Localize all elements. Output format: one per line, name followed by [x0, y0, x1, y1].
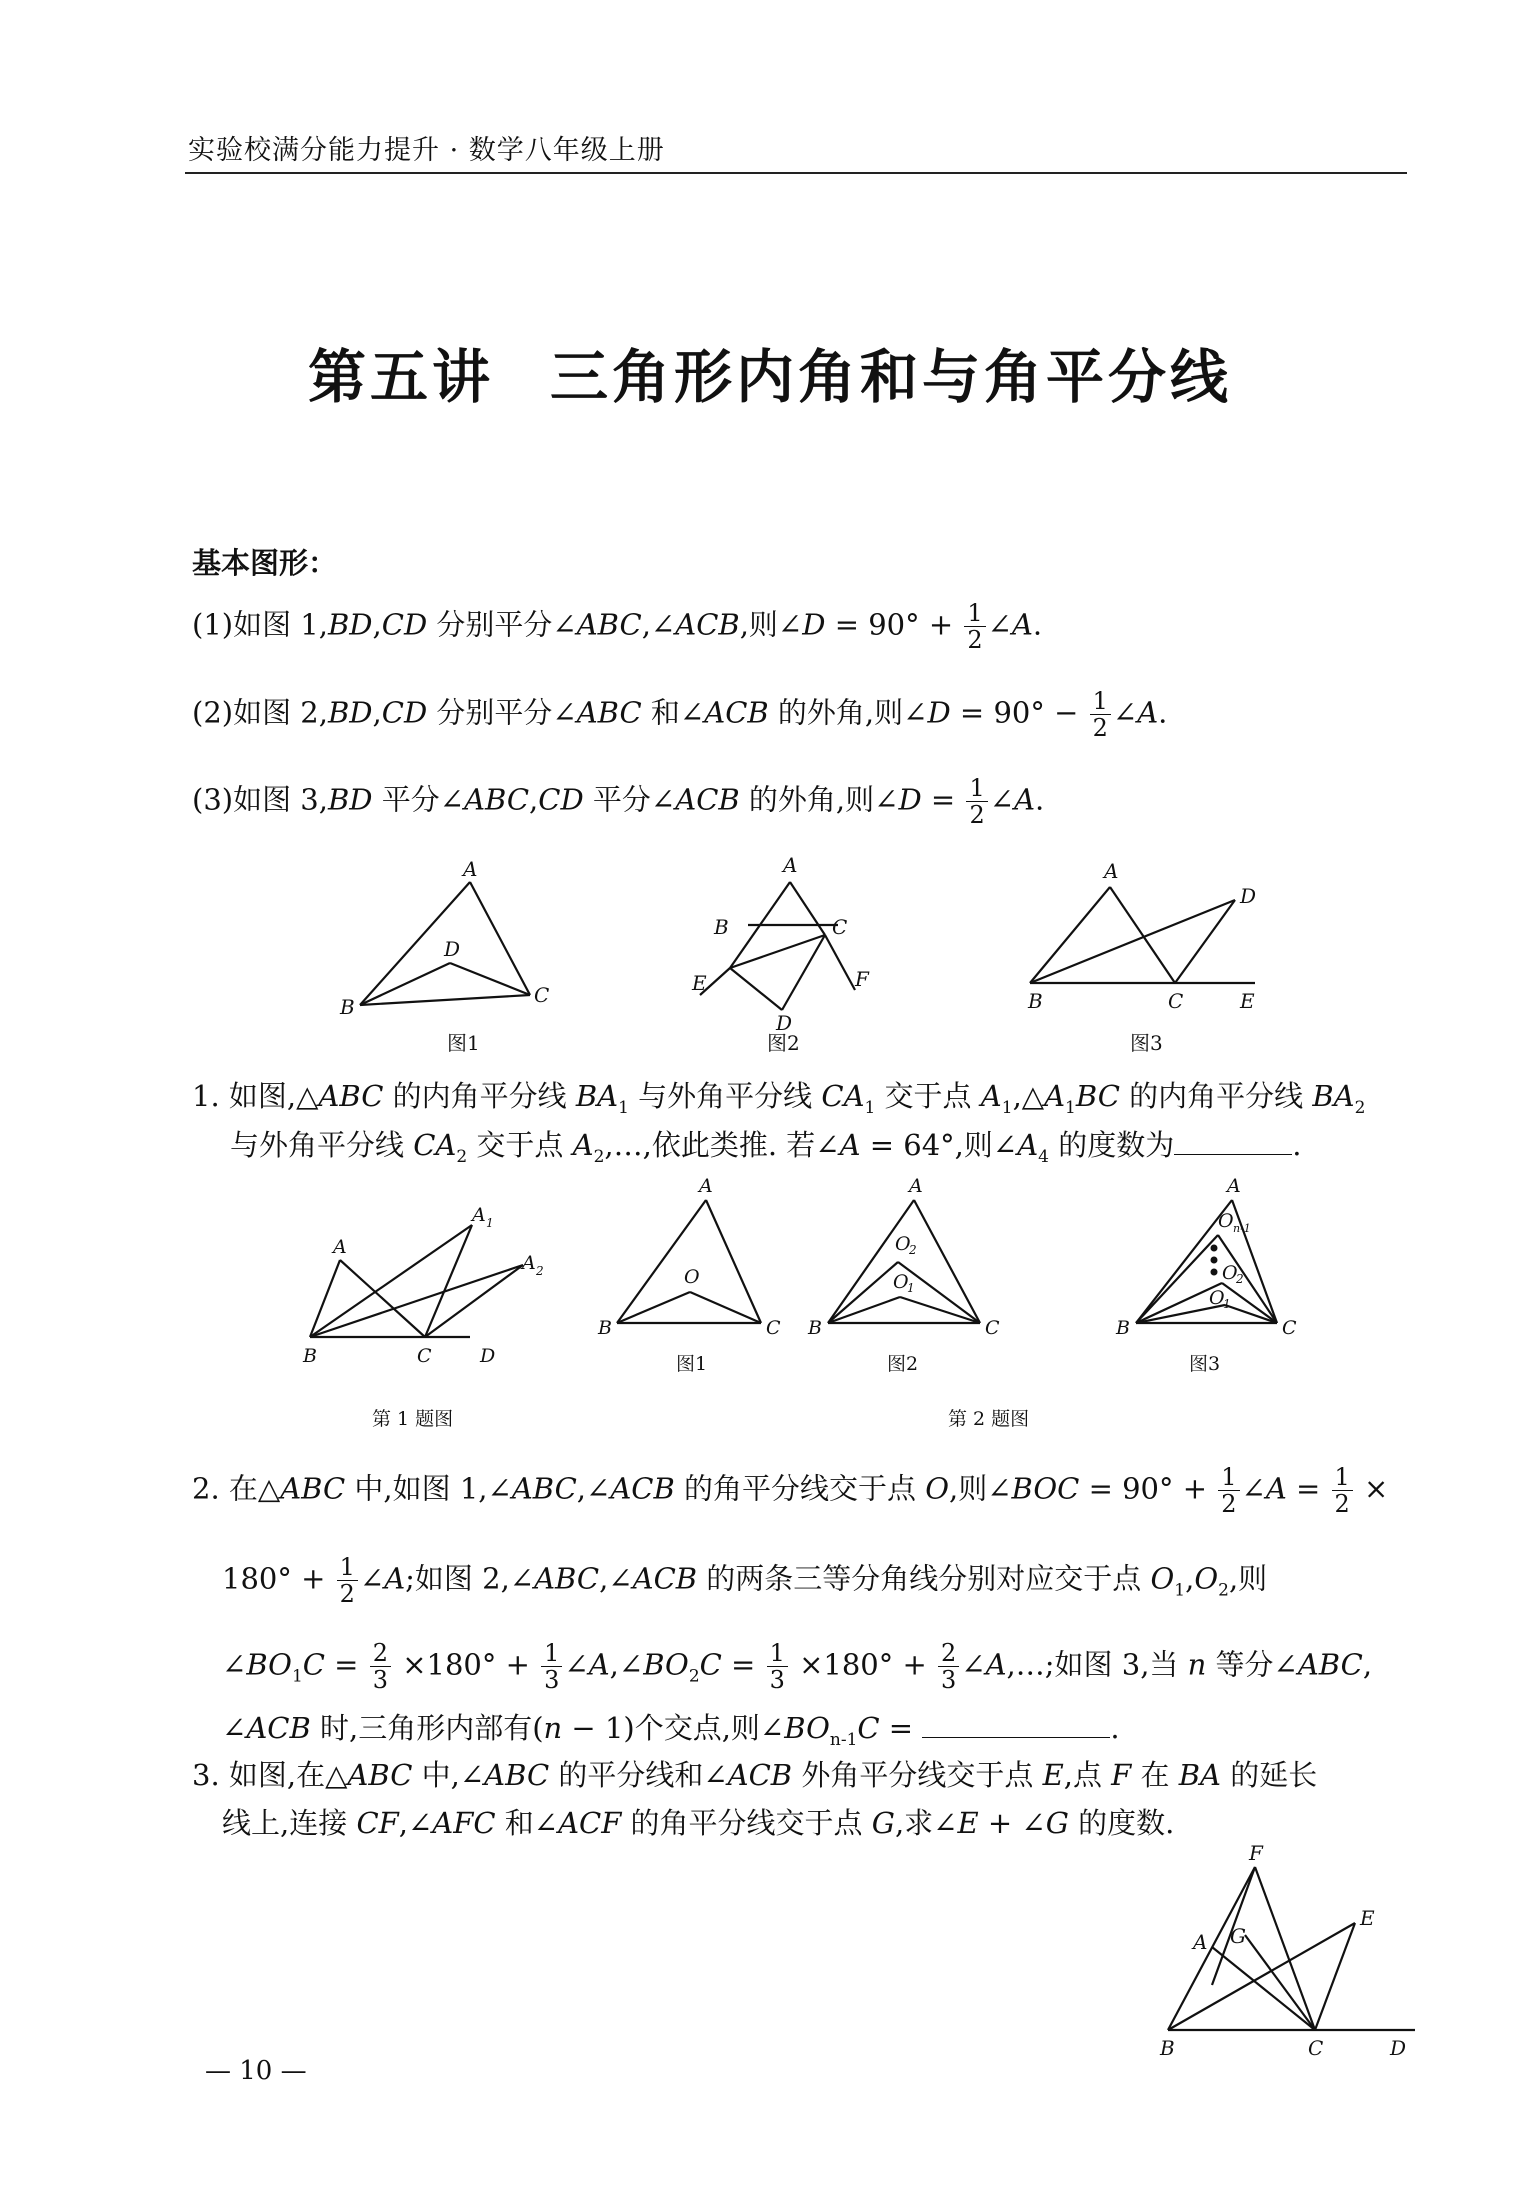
t: 1 [1174, 1580, 1186, 1601]
caption-fig2: 图2 [767, 1031, 800, 1055]
question-2-figure-1 [617, 1200, 761, 1323]
fraction [964, 600, 985, 653]
t: ∠ [1241, 1471, 1266, 1506]
fraction [966, 775, 987, 828]
numerator: 1 [966, 775, 987, 802]
t: 与外角平分线 [628, 1079, 822, 1113]
t: A [1137, 695, 1159, 730]
t: A [985, 1647, 1007, 1682]
t: = [1286, 1471, 1330, 1506]
t: ∠ [1112, 695, 1138, 730]
label-a1: A [472, 1204, 486, 1226]
numerator: 1 [541, 1640, 562, 1667]
label-a: A [333, 1236, 347, 1258]
t: ×180° + [393, 1647, 540, 1682]
t: 的外角,则∠ [739, 782, 899, 817]
t: . [1292, 1128, 1302, 1162]
denominator: 3 [544, 1666, 560, 1694]
t: 外角平分线交于点 [792, 1758, 1043, 1792]
dots [1211, 1245, 1218, 1276]
caption-fig3: 图3 [1130, 1031, 1163, 1055]
denominator: 2 [1334, 1490, 1350, 1518]
t: ABC [576, 695, 642, 730]
t: A [588, 1647, 610, 1682]
t: 交于点 [467, 1128, 573, 1162]
t: . [1035, 782, 1045, 817]
caption-question-1: 第 1 题图 [372, 1408, 454, 1430]
t: 在 [1131, 1758, 1179, 1792]
t: BO [643, 1647, 689, 1682]
t: 时,三角形内部有( [310, 1711, 544, 1745]
t: 的度数为 [1048, 1128, 1175, 1162]
denominator: 3 [940, 1666, 957, 1694]
t: 的角平分线交于点 [674, 1471, 926, 1506]
segment-cd [450, 963, 530, 995]
label-d: D [776, 1011, 793, 1035]
segment-ce [1315, 1923, 1355, 2030]
label-c: C [832, 915, 848, 939]
t: E [1042, 1758, 1064, 1792]
lecture-title [0, 330, 1540, 414]
t: BO [246, 1647, 292, 1682]
basic-figures [320, 850, 1280, 1070]
denominator: 2 [969, 801, 985, 829]
basic-figure-3 [1030, 885, 1255, 985]
t: ABC [1297, 1647, 1363, 1682]
t: A [384, 1561, 406, 1596]
t: 交于点 [875, 1079, 981, 1113]
t: A [572, 1128, 594, 1162]
label-d: D [1390, 2036, 1407, 2060]
label-o1-sub: 1 [907, 1281, 915, 1295]
denominator: 2 [1092, 714, 1108, 742]
t: A [1044, 1079, 1066, 1113]
label-a: A [699, 1175, 713, 1197]
basic-item-2 [192, 688, 1167, 741]
t: CF [356, 1806, 399, 1840]
numerator: 1 [1332, 1464, 1353, 1491]
t: ∠ [564, 1647, 589, 1682]
segment-ba2 [310, 1265, 523, 1337]
t: ,∠ [398, 1806, 433, 1840]
t: 中,如图 1,∠ [345, 1471, 512, 1506]
label-o: O [684, 1266, 700, 1288]
t: = 90° − [950, 695, 1088, 730]
t: (3)如图 3, [192, 782, 328, 817]
t: ∠ [961, 1647, 986, 1682]
t: , [372, 607, 382, 642]
t: 3. 如图,在△ [192, 1758, 348, 1792]
t: 和∠ [641, 695, 705, 730]
label-f: F [1249, 1845, 1263, 1865]
label-a: A [1104, 859, 1119, 883]
t: ACB [675, 782, 740, 817]
t: ,…,依此类推. 若∠ [604, 1128, 840, 1162]
numerator: 1 [1090, 688, 1111, 715]
t: C [699, 1647, 722, 1682]
question-1-line-1 [192, 1076, 1365, 1128]
lecture-topic: 三角形内角和与角平分线 [550, 343, 1233, 411]
t: 平分∠ [583, 782, 676, 817]
t: CA [821, 1079, 865, 1113]
t: G [871, 1806, 895, 1840]
t: 分别平分∠ [427, 607, 577, 642]
label-o1-sub: 1 [1223, 1297, 1231, 1311]
basic-item-3 [192, 775, 1044, 828]
t: A [980, 1079, 1002, 1113]
t: C [302, 1647, 325, 1682]
label-c: C [1168, 989, 1184, 1013]
t: , [372, 695, 382, 730]
label-b: B [1160, 2036, 1175, 2060]
segment-co1 [1225, 1305, 1277, 1323]
fraction [541, 1640, 562, 1693]
question-2-figure-3 [1136, 1200, 1277, 1323]
question-2-figure-2 [828, 1200, 980, 1323]
segment-ab [1030, 887, 1110, 983]
numerator: 1 [767, 1640, 788, 1667]
question-3-figure [1150, 1845, 1430, 2065]
caption-fig1: 图1 [447, 1031, 480, 1055]
label-a: A [909, 1175, 923, 1197]
t: ×180° + [789, 1647, 936, 1682]
t: CD [381, 607, 428, 642]
fraction [938, 1640, 959, 1693]
t: CA [413, 1128, 457, 1162]
basic-item-1 [192, 600, 1042, 653]
t: 的两条三等分角线分别对应交于点 [697, 1561, 1151, 1596]
label-o1: O [1209, 1287, 1225, 1309]
t: , [1185, 1561, 1195, 1596]
t: × [1354, 1471, 1389, 1506]
label-g: G [1230, 1924, 1246, 1948]
fraction [1218, 1464, 1239, 1517]
t: 1. 如图,△ [192, 1079, 319, 1113]
t: A [1014, 782, 1036, 817]
label-o2-sub: 2 [1236, 1272, 1244, 1286]
label-a2: A [522, 1252, 536, 1274]
t: G [1045, 1806, 1069, 1840]
t: 的平分线和∠ [549, 1758, 728, 1792]
t: O [1150, 1561, 1175, 1596]
t: D [927, 695, 951, 730]
t: ABC [576, 607, 642, 642]
label-a2-sub: 2 [536, 1264, 544, 1278]
t: ,∠ [641, 607, 676, 642]
denominator: 3 [372, 1666, 388, 1694]
caption-q2-fig2: 图2 [887, 1353, 919, 1375]
t: D [898, 782, 922, 817]
t: BO [784, 1711, 830, 1745]
t: n-1 [829, 1729, 858, 1750]
label-b: B [714, 915, 729, 939]
fraction [767, 1640, 788, 1693]
t: 等分∠ [1206, 1647, 1298, 1682]
label-c: C [534, 983, 550, 1007]
fraction [370, 1640, 391, 1693]
t: BC [1075, 1079, 1120, 1113]
t: ;如图 2,∠ [405, 1561, 535, 1596]
label-o2: O [895, 1233, 911, 1255]
t: ,则∠ [739, 607, 803, 642]
t: . [1032, 607, 1043, 642]
label-c: C [1308, 2036, 1324, 2060]
t: ,…;如图 3,当 [1006, 1647, 1188, 1682]
t: = [879, 1711, 923, 1745]
label-a1-sub: 1 [486, 1216, 494, 1230]
t: ACB [675, 607, 740, 642]
fraction [1332, 1464, 1353, 1517]
segment-bd [360, 963, 450, 1005]
label-o2: O [1222, 1262, 1238, 1284]
numerator: 1 [964, 600, 985, 627]
t: ∠ [222, 1647, 247, 1682]
label-c: C [985, 1317, 1000, 1339]
denominator: 2 [339, 1580, 355, 1608]
fraction [1090, 688, 1111, 741]
t: F [1111, 1758, 1132, 1792]
numerator: 2 [370, 1640, 391, 1667]
t: CD [538, 782, 584, 817]
label-e: E [1240, 989, 1255, 1013]
t: ABC [280, 1471, 346, 1506]
t: . [1110, 1711, 1120, 1745]
t: ,则 [1228, 1561, 1268, 1596]
label-d: D [1240, 884, 1257, 908]
t: 1 [291, 1666, 303, 1687]
running-header: 实验校满分能力提升 · 数学八年级上册 [188, 135, 665, 166]
t: 的角平分线交于点 [621, 1806, 872, 1840]
t: BD [327, 607, 373, 642]
t: ,△ [1012, 1079, 1045, 1113]
question-2-line-1 [192, 1464, 1388, 1517]
label-b: B [598, 1317, 612, 1339]
label-b: B [340, 995, 355, 1019]
label-c: C [1282, 1317, 1297, 1339]
t: 4 [1038, 1146, 1049, 1167]
caption-q2-fig3: 图3 [1189, 1353, 1221, 1375]
label-o2-sub: 2 [909, 1243, 917, 1257]
numerator: 1 [337, 1554, 358, 1581]
t: 的外角,则∠ [768, 695, 928, 730]
segment-bd [730, 968, 782, 1010]
t: O [925, 1471, 949, 1506]
t: ∠ [987, 607, 1012, 642]
t: 2 [593, 1146, 605, 1167]
fraction [337, 1554, 358, 1607]
t: BA [575, 1079, 619, 1113]
t: ,点 [1063, 1758, 1112, 1792]
lecture-number: 第五讲 [307, 343, 494, 411]
t: 线上,连接 [222, 1806, 357, 1840]
t: ,∠ [609, 1647, 644, 1682]
t: ACB [246, 1711, 311, 1745]
denominator: 2 [967, 626, 983, 654]
t: A [1265, 1471, 1287, 1506]
t: + ∠ [978, 1806, 1046, 1840]
label-on1-sub: n-1 [1233, 1222, 1251, 1235]
label-b: B [1116, 1317, 1130, 1339]
t: BA [1312, 1079, 1355, 1113]
label-b: B [303, 1345, 317, 1367]
t: ACF [558, 1806, 622, 1840]
t: ACB [704, 695, 769, 730]
t: CD [381, 695, 428, 730]
t: ABC [464, 782, 530, 817]
t: A [1011, 607, 1033, 642]
t: ∠ [359, 1561, 385, 1596]
t: BOC [1011, 1471, 1080, 1506]
segment-ab [828, 1200, 914, 1323]
segment-ab-hidden [1032, 885, 1035, 985]
segment-ac [1110, 887, 1175, 983]
label-b: B [808, 1317, 822, 1339]
segment-ac [1232, 1200, 1277, 1323]
t: (1)如图 1, [192, 607, 328, 642]
label-b: B [1028, 989, 1043, 1013]
t: = [921, 782, 965, 817]
t: 1 [1001, 1097, 1013, 1118]
t: 的度数. [1068, 1806, 1175, 1840]
t: 180° + [222, 1561, 335, 1596]
t: ACB [610, 1471, 675, 1506]
label-e: E [1360, 1906, 1375, 1930]
t: (2)如图 2, [192, 695, 328, 730]
segment-bc [730, 935, 825, 968]
t: n [543, 1711, 563, 1745]
t: A [1017, 1128, 1039, 1162]
t: . [1158, 695, 1168, 730]
label-a: A [463, 857, 478, 881]
t: 1 [1065, 1097, 1076, 1118]
question-2-line-3 [222, 1640, 1372, 1696]
segment-ac [470, 882, 530, 995]
t: 的内角平分线 [1119, 1079, 1313, 1113]
t: = 90° + [825, 607, 963, 642]
segment-cf [825, 935, 855, 990]
segment-ac [790, 882, 825, 935]
segment-bc [360, 995, 530, 1005]
label-d: D [444, 937, 461, 961]
segment-ac [706, 1200, 761, 1323]
t: ABC [511, 1471, 577, 1506]
t: ACB [632, 1561, 698, 1596]
answer-blank[interactable] [922, 1737, 1110, 1738]
label-a: A [783, 853, 798, 877]
segment-bo1 [828, 1297, 900, 1323]
t: C [857, 1711, 880, 1745]
t: − 1)个交点,则∠ [562, 1711, 785, 1745]
t: 2. 在△ [192, 1471, 281, 1506]
question-3-line-2 [222, 1803, 1174, 1843]
label-on1: O [1218, 1210, 1234, 1232]
t: 的延长 [1221, 1758, 1318, 1792]
t: 1 [864, 1097, 876, 1118]
t: ,∠ [599, 1561, 633, 1596]
label-d: D [480, 1345, 496, 1367]
t: 和∠ [495, 1806, 559, 1840]
dot [1211, 1269, 1218, 1276]
t: ,求∠ [894, 1806, 958, 1840]
t: ∠ [222, 1711, 247, 1745]
question-2-line-2 [222, 1554, 1267, 1610]
basic-figure-2 [700, 882, 855, 1010]
t: = 64°,则∠ [860, 1128, 1018, 1162]
label-e: E [692, 971, 707, 995]
denominator: 2 [1221, 1490, 1237, 1518]
t: 的内角平分线 [383, 1079, 576, 1113]
t: 分别平分∠ [427, 695, 577, 730]
t: 1 [618, 1097, 629, 1118]
t: 与外角平分线 [230, 1128, 414, 1162]
denominator: 3 [769, 1666, 785, 1694]
t: ABC [318, 1079, 384, 1113]
numerator: 2 [938, 1640, 959, 1667]
t: 中,∠ [412, 1758, 485, 1792]
basic-figures-heading: 基本图形： [192, 546, 338, 580]
segment-ac [340, 1260, 425, 1337]
t: = [721, 1647, 765, 1682]
t: O [1194, 1561, 1219, 1596]
t: ABC [347, 1758, 413, 1792]
t: 2 [1218, 1580, 1229, 1601]
t: n [1187, 1647, 1207, 1682]
t: 2 [688, 1666, 700, 1687]
segment-cd [782, 935, 825, 1010]
t: BA [1178, 1758, 1221, 1792]
caption-q2-fig1: 图1 [676, 1353, 708, 1375]
t: ∠ [989, 782, 1015, 817]
dot [1211, 1245, 1218, 1252]
answer-blank[interactable] [1174, 1154, 1292, 1155]
label-a: A [1227, 1175, 1241, 1197]
label-c: C [417, 1345, 432, 1367]
t: 2 [456, 1146, 468, 1167]
page-number: — 10 — [205, 2056, 307, 2086]
header-rule [185, 172, 1407, 174]
label-c: C [766, 1317, 781, 1339]
t: E [957, 1806, 979, 1840]
question-3-line-1 [192, 1755, 1317, 1795]
t: ,则∠ [949, 1471, 1012, 1506]
question-2-line-4 [222, 1708, 1120, 1760]
t: ABC [534, 1561, 600, 1596]
t: 2 [1354, 1097, 1366, 1118]
t: A [839, 1128, 861, 1162]
t: = 90° + [1079, 1471, 1217, 1506]
t: ,∠ [576, 1471, 611, 1506]
label-a: A [1193, 1930, 1208, 1954]
t: D [802, 607, 826, 642]
caption-question-2: 第 2 题图 [948, 1408, 1030, 1430]
numerator: 1 [1218, 1464, 1239, 1491]
t: ACB [727, 1758, 793, 1792]
t: AFC [432, 1806, 496, 1840]
label-o1: O [893, 1271, 909, 1293]
t: BD [327, 695, 373, 730]
t: , [1362, 1647, 1373, 1682]
t: 平分∠ [372, 782, 465, 817]
question-1-2-figures [280, 1165, 1420, 1445]
t: BD [327, 782, 373, 817]
t: = [324, 1647, 368, 1682]
t: ABC [484, 1758, 550, 1792]
label-f: F [855, 967, 869, 991]
dot [1211, 1257, 1218, 1264]
t: , [529, 782, 539, 817]
